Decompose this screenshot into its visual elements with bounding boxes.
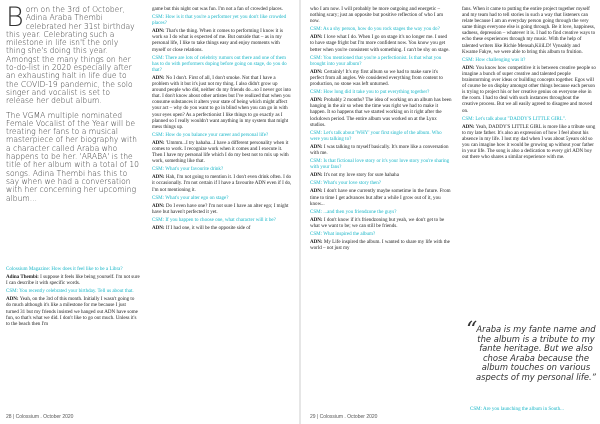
answer-text: I love what I do. When I go on stage it's no longer me. I used to have stage fright but I'm more confident now. You know you get better when you're consistent with something. I can't be shy on stage. (310, 34, 450, 53)
body-paragraph: fans. When it came to putting the entire project together myself and my team had to tell stories in such a way that listeners can relate because I am an everyday person going through the very same things everyone else is going through. Be it love, happiness, sadness, depression – whatever it is. I had to find creative ways to echo these experiences through my music. With the help of talented writers like Richie Mensah,KiiiLD! Vynsaldy and Kwame Fakye, we were able to bring this album to fruition. (462, 6, 596, 55)
answer-speaker: ADN: (6, 296, 19, 303)
interview-question: CSM: As a shy person, how do you rock stages the way you do? (310, 26, 440, 33)
answer-speaker: ADN: (310, 239, 323, 246)
drop-cap: B (6, 2, 24, 33)
interview-question: CSM: How is it that you're a performer yet you don't like crowded places? (152, 14, 287, 27)
answer-text: I don't have one currently maybe sometime in the future. From time to time I get advances but after a while I grow out of it, you know... (310, 188, 451, 207)
answer-text: Yeah, DADDY'S LITTLE GIRL is more like a tribute song to my late father. It's also an expression of how I feel about his absence in my life. I lost my dad when I was about 5years old so you can imagine how it would be growing up without your father in your life. The song is also a dedication to every girl ADN boy out there who shares a similar experience with me. (462, 123, 596, 161)
answer-text: If I had one, it will be the opposite side of (164, 225, 251, 231)
interview-question: CSM: You recently celebrated your birthday. Tell us about that. (6, 288, 134, 295)
interview-question: CSM: ...and then you friendzone the guys? (310, 208, 397, 215)
answer-text: Yeah, on the 3rd of this month. Initially I wasn't going to do much although it's like a milestone for me because I just turned 31 but my friends insisted we hanged out ADN have some fun, so that's what we did. I don't like to go out much. Unless it's to the beach then I'm (6, 296, 138, 327)
interview-answer (310, 188, 452, 206)
interview-question: CSM: You mentioned that you're a perfectionist. Is that what you brought into your album? (310, 54, 442, 67)
answer-text: 'Ummm...I try hahaha...I have a different personality when it comes to work. I recognize work when it comes and I execute it. Then I have my personal life which I do my best not to mix up with work, something like that. (152, 139, 289, 165)
right-page-footer: 29 | Colossium . October 2020 (310, 414, 378, 420)
interview-answer (310, 97, 452, 127)
continued-question: CSM: Are you launching the album in South... (470, 406, 564, 412)
interview-question: CSM: What inspired the album? (310, 231, 376, 237)
answer-text: Hah, I'm not going to mention it. I don't even drink often. I do it occasionally. I'm not certain if I have a favourite ADN even if I do, I'm not mentioning it. (152, 174, 292, 193)
answer-text: Probably 2 months? The idea of working on an album has been hanging in the air so when the time was right we had to make it happen. It so happens that we started working on it right after the lockdown period. The entire album was worked on at the Lynx studios. (310, 97, 452, 128)
pull-quote: Araba is my fante name and the album is a tribute to my fante heritage. But we also chose Araba because the album touches on various aspects of my personal life.” (476, 324, 596, 382)
answer-text: You know how competitive it is between creative people so imagine a bunch of super creative and talented people brainstorming over ideas or building concepts together. Egos will of course be on display amongst other things because each person is trying to project his or her creative genius on everyone else in the room. I had to deal with such instances throughout the creative process. But we all easily agreed to disagree and moved on. (462, 64, 596, 114)
right-column-1-interview (310, 6, 452, 412)
interview-question: CSM: What's your favourite drink? (152, 166, 224, 173)
interview-question: CSM: Let's talk about 'WHY' your first single of the album. Who were you talking to? (310, 129, 442, 142)
interview-question: CSM: Is that fictional love story or it's your love story you're sharing with your fans? (310, 158, 450, 171)
pull-quote-mark: “ (466, 318, 478, 343)
answer-text: I suppose it feels like being yourself. I'm not sure I can describe it with specific words. (6, 274, 140, 287)
answer-text: That's the thing. When it comes to performing I know it is work so I do what is expected of me. But outside that – as in my personal life, I like to take things easy and enjoy moments with myself or close relations. (152, 28, 283, 53)
interview-question: CSM: If you happen to choose one, what character will it be? (152, 216, 276, 223)
answer-text: It's not my love story for sure hahaha (322, 172, 399, 179)
body-paragraph: game but this night out was fun. I'm not a fan of crowded places. (152, 6, 283, 12)
answer-speaker: ADN: (310, 188, 323, 195)
answer-speaker: ADN: (462, 64, 475, 71)
interview-question: Colossium Magazine: How does it feel like to be a Libra? (6, 266, 123, 272)
answer-text: I don't know if it's friendzoning but yeah, we don't get to be what we want to be; we can still be friends. (310, 216, 445, 229)
interview-answer (310, 144, 452, 156)
answer-speaker: ADN: (310, 68, 323, 75)
interview-question: CSM: There are lots of celebrity rumors out there and one of them has to do with performers doping before going on stage, do you do that? (152, 54, 287, 73)
answer-speaker: ADN: (152, 74, 165, 81)
intro-paragraph-1: Born on the 3rd of October, Adina Araba Thembi celebrated her 31st birthday this year. Celebrating such a milestone in life isn't the only thing she's doing this year. Amongst the many things on her to-do-list in 2020 especially after an exhausting halt in life due to the COVID-19 pandemic, the solo singer and vocalist is set to release her debut album. (6, 2, 135, 106)
answer-speaker: ADN: (462, 123, 475, 130)
interview-answer (462, 65, 596, 114)
answer-speaker: ADN: (152, 174, 165, 181)
interview-answer (310, 172, 452, 178)
interview-answer (462, 124, 596, 161)
intro-paragraph-2: The VGMA multiple nominated Female Vocalist of the Year will be treating her fans to a musical masterpiece of her biography with a character called Araba who happens to be her. 'ARABA' is the title of her album with a total of 10 songs. Adina Thembi has this to say when we had a conversation with her concerning her upcoming album... (6, 110, 139, 203)
interview-question: CSM: How do you balance your career and personal life? (152, 131, 269, 138)
answer-text: I was talking to myself basically. It's more like a conversation with me. (310, 143, 449, 156)
answer-speaker: ADN: (152, 225, 165, 231)
interview-answer (310, 239, 452, 251)
answer-text: Do I even have one? I'm not sure I have an alter ego; I might have but haven't perfected it yet. (152, 202, 289, 215)
answer-speaker: Adina Thembi: (6, 274, 39, 281)
interview-answer (310, 217, 452, 229)
interview-question: CSM: What's your love story then? (310, 180, 382, 187)
answer-speaker: ADN: (152, 139, 165, 146)
body-paragraph: who I am now. I will probably be more outgoing and energetic – nothing scary; just an opposite but positive reflection of who I am now. (310, 6, 444, 25)
answer-speaker: ADN: (310, 172, 323, 179)
right-column-2-interview (462, 6, 596, 312)
answer-text: Certainly! It's my first album so we had to make sure it's perfect from all angles. We considered everything from content to production, no stone was left unturned. (310, 68, 443, 88)
interview-question: CSM: How long did it take you to put everything together? (310, 89, 430, 96)
interview-answer (310, 69, 452, 87)
answer-text: No I don't. First of all, I don't smoke. Not that I have a problem with it but it's just not my thing. I also didn't grow up around people who did, neither do my friends do...so I never got into that. I don't know about other artistes but I've realized that when you consume substances it alters your state of being which might affect your act – why do you want to go in blind when you can go in with your eyes open? As a perfectionist I like things to go exactly as I planned so I really wouldn't want anything in my system that might mess things up. (152, 74, 292, 130)
answer-speaker: ADN: (310, 143, 323, 150)
answer-speaker: ADN: (310, 34, 323, 41)
interview-question: CSM: Let's talk about "DADDY'S LITTLE GIRL". (462, 115, 567, 122)
answer-speaker: ADN: (152, 202, 165, 209)
interview-answer (310, 34, 452, 52)
answer-speaker: ADN: (310, 216, 323, 223)
answer-speaker: ADN: (310, 97, 323, 104)
answer-speaker: ADN: (152, 28, 165, 35)
answer-text: My Life inspired the album. I wanted to share my life with the world – not just my (310, 239, 450, 252)
left-page-footer: 28 | Colossium . October 2020 (6, 414, 74, 420)
interview-question: CSM: What's your alter ego on stage? (152, 194, 229, 201)
interview-question: CSM: How challenging was it? (462, 56, 526, 63)
